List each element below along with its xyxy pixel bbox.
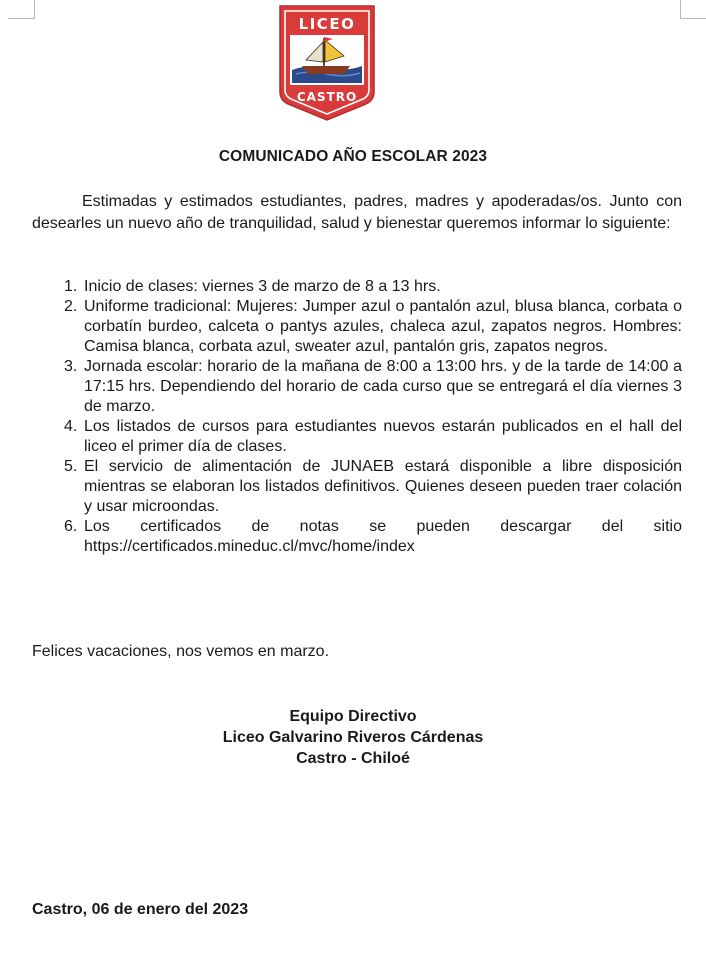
list-item	[32, 517, 682, 557]
list-item	[32, 277, 682, 297]
signature-team: Equipo Directivo	[289, 708, 417, 725]
closing-line: Felices vacaciones, nos vemos en marzo.	[32, 643, 330, 660]
signature-school: Liceo Galvarino Riveros Cárdenas	[222, 729, 484, 746]
list-item-text: El servicio de alimentación de JUNAEB estará disponible a libre disposición mientras se elaboran los listados definitivos. Quienes deseen pueden traer colación y usar microondas.	[84, 458, 682, 515]
list-item-number: 3.	[64, 358, 78, 375]
logo-bottom-text: CASTRO	[296, 90, 358, 104]
list-item-number: 5.	[64, 458, 78, 475]
announcement-list	[32, 277, 682, 557]
signature-block	[0, 706, 706, 769]
signature-location: Castro - Chiloé	[296, 750, 410, 767]
logo-top-text: LICEO	[298, 15, 356, 33]
list-item-text: Inicio de clases: viernes 3 de marzo de 8 a 13 hrs.	[84, 278, 441, 295]
school-logo	[278, 4, 376, 122]
list-item-text: Los listados de cursos para estudiantes nuevos estarán publicados en el hall del liceo el primer día de clases.	[84, 418, 682, 455]
page-corner-mark-left	[8, 0, 35, 19]
intro-paragraph: Estimadas y estimados estudiantes, padres, madres y apoderadas/os. Junto con desearles un nuevo año de tranquilidad, salud y bienestar queremos informar lo siguiente:	[32, 193, 682, 232]
list-item-number: 4.	[64, 418, 78, 435]
list-item-text: Los certificados de notas se pueden descargar del sitio https://certificados.mineduc.cl/mvc/home/index	[84, 518, 682, 555]
list-item	[32, 417, 682, 457]
list-item-number: 1.	[64, 278, 78, 295]
document-title: COMUNICADO AÑO ESCOLAR 2023	[218, 148, 488, 165]
page-corner-mark-right	[680, 0, 706, 19]
list-item-text: Uniforme tradicional: Mujeres: Jumper azul o pantalón azul, blusa blanca, corbata o corbatín burdeo, calceta o pantys azules, chaleca azul, zapatos negros. Hombres: Camisa blanca, corbata azul, sweater azul, pantalón gris, zapatos negros.	[84, 298, 682, 355]
list-item-number: 6.	[64, 518, 78, 535]
list-item-text: Jornada escolar: horario de la mañana de 8:00 a 13:00 hrs. y de la tarde de 14:00 a 17:15 hrs. Dependiendo del horario de cada curso que se entregará el día viernes 3 de marzo.	[84, 358, 682, 415]
list-item	[32, 297, 682, 357]
list-item	[32, 357, 682, 417]
list-item	[32, 457, 682, 517]
date-line: Castro, 06 de enero del 2023	[32, 901, 249, 918]
list-item-number: 2.	[64, 298, 78, 315]
